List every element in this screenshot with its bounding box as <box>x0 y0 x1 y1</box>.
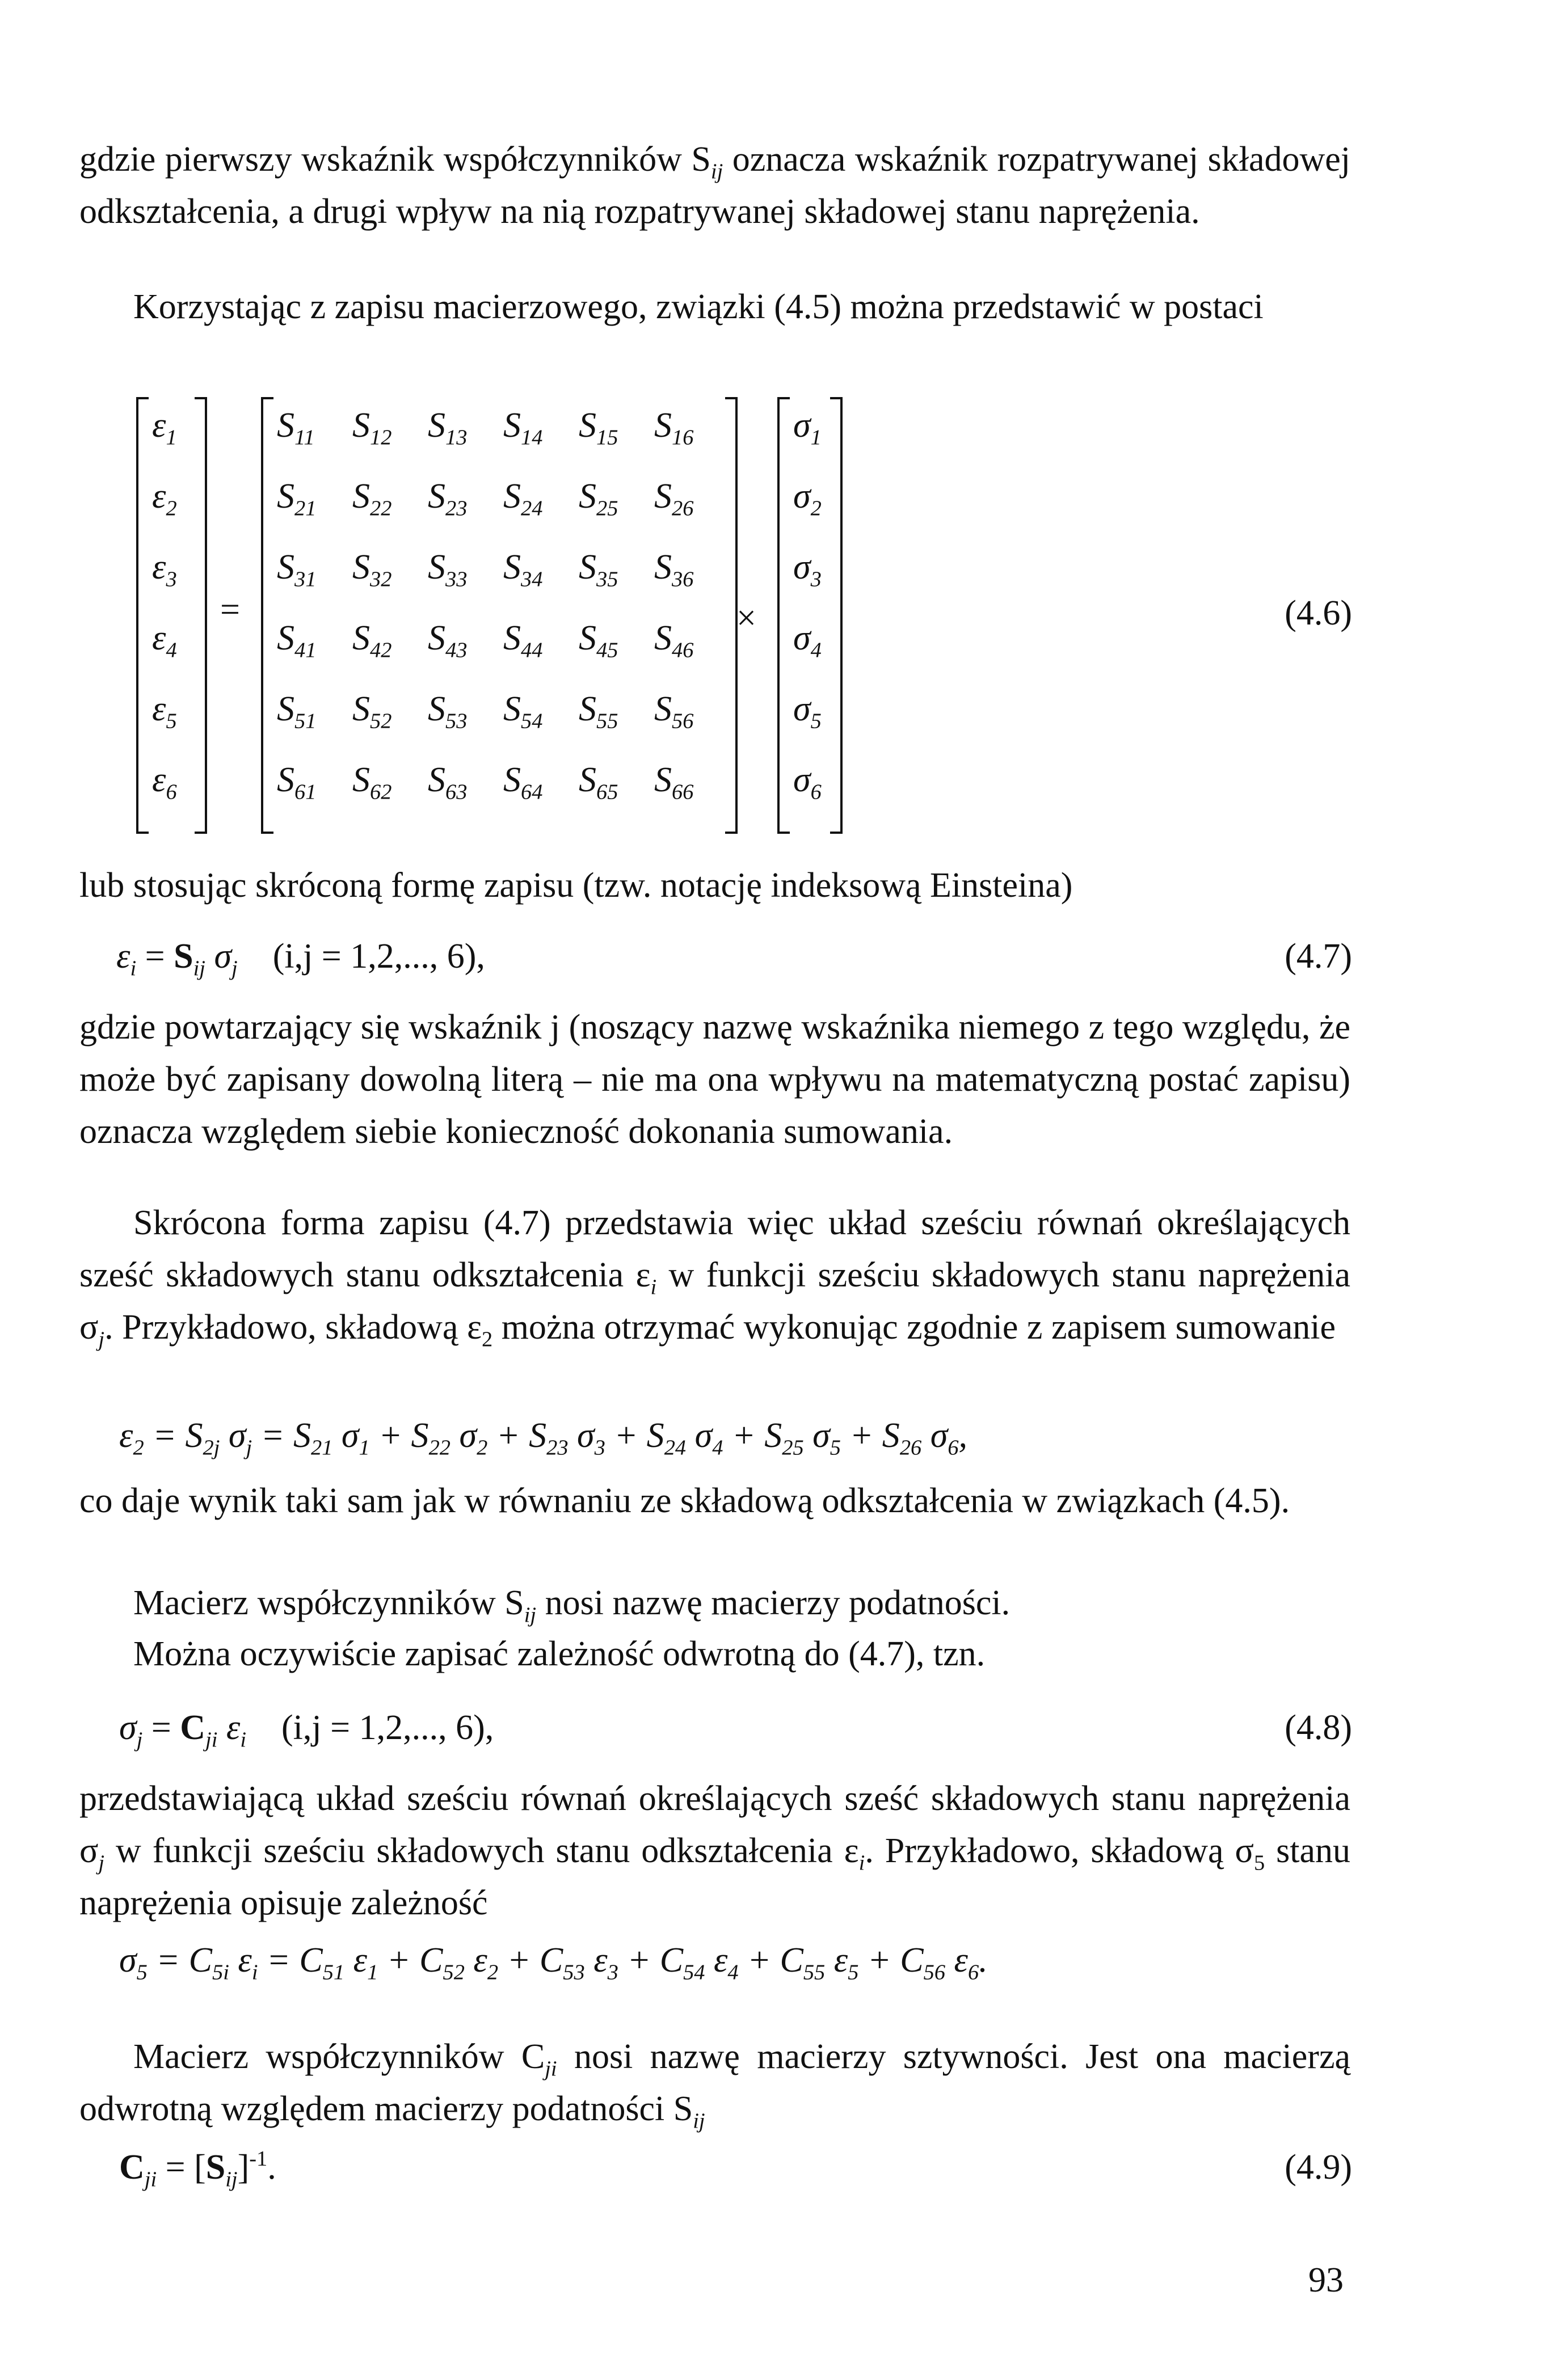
text: gdzie pierwszy wskaźnik współczynników S <box>79 140 711 179</box>
compliance-coefficient: $S_{12}$ <box>352 406 392 450</box>
compliance-coefficient: $S_{25}$ <box>579 477 618 521</box>
equation-number-4-8: (4.8) <box>1285 1708 1352 1747</box>
equation-number-4-9: (4.9) <box>1285 2148 1352 2187</box>
strain-component: $\varepsilon_2$ <box>152 477 177 521</box>
stress-component: $\sigma_1$ <box>793 406 822 450</box>
compliance-coefficient: $S_{56}$ <box>654 690 694 733</box>
paragraph-9 <box>79 1773 1350 1929</box>
text: w funkcji sześciu składowych stanu naprężenia σ <box>79 1256 1351 1347</box>
text: nosi nazwę macierzy sztywności. Jest ona macierzą odwrotną względem macierzy podatności S <box>79 2037 1350 2128</box>
compliance-coefficient: $S_{61}$ <box>277 761 317 804</box>
compliance-coefficient: $S_{13}$ <box>428 406 468 450</box>
subscript: j <box>98 1327 105 1352</box>
compliance-coefficient: $S_{65}$ <box>579 761 618 804</box>
paragraph-4 <box>79 1001 1350 1158</box>
compliance-coefficient: $S_{41}$ <box>277 619 317 662</box>
equation-4-7: $\varepsilon_i = S_{ij}$ $\sigma_j$ (i,j = 1,2,..., 6), <box>116 937 485 981</box>
text: lub stosując skróconą formę zapisu (tzw. notację indeksową Einsteina) <box>79 866 1073 905</box>
text: Macierz współczynników S <box>133 1584 524 1622</box>
compliance-coefficient: $S_{33}$ <box>428 548 468 592</box>
paragraph-6 <box>79 1475 1350 1527</box>
equation-epsilon-2: $\varepsilon_2 = S_{2j}$ $\sigma_j = S_{21}$ $\sigma_1 + S_{22}$ $\sigma_2 + S_{23}$ $\sigma_3 + S_{24}$ $\sigma_4 + S_{25}$ $\sigma_5 + S_{26}$ $\sigma_6$, <box>119 1416 968 1460</box>
range-text: (i,j = 1,2,..., 6), <box>272 937 485 976</box>
compliance-coefficient: $S_{35}$ <box>579 548 618 592</box>
strain-component: $\varepsilon_5$ <box>152 690 177 733</box>
compliance-coefficient: $S_{53}$ <box>428 690 468 733</box>
compliance-coefficient: $S_{34}$ <box>503 548 543 592</box>
subscript: ji <box>545 2057 557 2081</box>
text: Można oczywiście zapisać zależność odwrotną do (4.7), tzn. <box>133 1635 986 1673</box>
compliance-coefficient: $S_{15}$ <box>579 406 618 450</box>
subscript: ij <box>693 2109 705 2133</box>
text: można otrzymać wykonując zgodnie z zapisem sumowanie <box>492 1308 1336 1347</box>
compliance-coefficient: $S_{31}$ <box>277 548 317 592</box>
subscript: i <box>858 1851 865 1875</box>
compliance-coefficient: $S_{51}$ <box>277 690 317 733</box>
strain-component: $\varepsilon_3$ <box>152 548 177 592</box>
paragraph-10 <box>79 2031 1350 2135</box>
equals-sign: = <box>220 590 240 629</box>
strain-component: $\varepsilon_6$ <box>152 761 177 804</box>
compliance-coefficient: $S_{64}$ <box>503 761 543 804</box>
text: w funkcji sześciu składowych stanu odkształcenia ε <box>104 1832 859 1870</box>
stress-component: $\sigma_4$ <box>793 619 822 662</box>
subscript: j <box>98 1851 105 1875</box>
text: Skrócona forma zapisu (4.7) przedstawia więc układ sześciu równań określających sześć składowych stanu odkształcenia ε <box>79 1204 1350 1294</box>
times-sign: × <box>736 599 756 638</box>
page-number: 93 <box>1308 2261 1344 2299</box>
text: gdzie powtarzający się wskaźnik j (noszący nazwę wskaźnika niemego z tego względu, że może być zapisany dowolną literą – nie ma ona wpływu na matematyczną postać zapisu) oznacza względem siebie konieczność dokonania sumowania. <box>79 1008 1350 1151</box>
equation-number-4-7: (4.7) <box>1285 937 1352 976</box>
stress-component: $\sigma_3$ <box>793 548 822 592</box>
compliance-coefficient: $S_{11}$ <box>277 406 315 450</box>
subscript: 2 <box>481 1327 493 1352</box>
paragraph-3 <box>79 859 1350 912</box>
stress-component: $\sigma_5$ <box>793 690 822 733</box>
compliance-coefficient: $S_{22}$ <box>352 477 392 521</box>
strain-vector <box>136 397 207 834</box>
strain-component: $\varepsilon_4$ <box>152 619 177 662</box>
stress-component: $\sigma_6$ <box>793 761 822 804</box>
compliance-coefficient: $S_{46}$ <box>654 619 694 662</box>
compliance-coefficient: $S_{66}$ <box>654 761 694 804</box>
subscript: 5 <box>1253 1851 1265 1875</box>
compliance-coefficient: $S_{36}$ <box>654 548 694 592</box>
text: stanu naprężenia opisuje zależność <box>79 1832 1350 1922</box>
equation-4-8: $\sigma_j = C_{ji}$ $\varepsilon_i$ (i,j = 1,2,..., 6), <box>119 1708 494 1752</box>
text: Macierz współczynników C <box>133 2037 545 2076</box>
subscript: ij <box>524 1603 537 1627</box>
paragraph-8 <box>79 1628 1350 1680</box>
equation-number-4-6: (4.6) <box>1285 594 1352 632</box>
compliance-coefficient: $S_{26}$ <box>654 477 694 521</box>
compliance-coefficient: $S_{16}$ <box>654 406 694 450</box>
range-text: (i,j = 1,2,..., 6), <box>281 1708 494 1747</box>
paragraph-5 <box>79 1197 1350 1353</box>
subscript: ij <box>710 159 723 184</box>
compliance-coefficient: $S_{45}$ <box>579 619 618 662</box>
compliance-coefficient: $S_{24}$ <box>503 477 543 521</box>
text: . Przykładowo, składową σ <box>865 1832 1254 1870</box>
text: nosi nazwę macierzy podatności. <box>536 1584 1011 1622</box>
strain-component: $\varepsilon_1$ <box>152 406 177 450</box>
equation-4-9: $C_{ji} = [S_{ij}]^{-1}$. <box>119 2146 276 2192</box>
stress-component: $\sigma_2$ <box>793 477 822 521</box>
compliance-coefficient: $S_{43}$ <box>428 619 468 662</box>
text: Korzystając z zapisu macierzowego, związki (4.5) można przedstawić w postaci <box>133 288 1264 326</box>
compliance-coefficient: $S_{55}$ <box>579 690 618 733</box>
paragraph-7 <box>79 1577 1350 1629</box>
compliance-coefficient: $S_{52}$ <box>352 690 392 733</box>
paragraph-2 <box>79 281 1350 333</box>
compliance-coefficient: $S_{62}$ <box>352 761 392 804</box>
compliance-coefficient: $S_{44}$ <box>503 619 543 662</box>
equation-sigma-5: $\sigma_5 = C_{5i}$ $\varepsilon_i = C_{51}$ $\varepsilon_1 + C_{52}$ $\varepsilon_2 + C_{53}$ $\varepsilon_3 + C_{54}$ $\varepsilon_4 + C_{55}$ $\varepsilon_5 + C_{56}$ $\varepsilon_6$. <box>119 1941 988 1985</box>
text: co daje wynik taki sam jak w równaniu ze składową odkształcenia w związkach (4.5). <box>79 1482 1290 1520</box>
compliance-coefficient: $S_{21}$ <box>277 477 317 521</box>
text: oznacza wskaźnik rozpatrywanej składowej odkształcenia, a drugi wpływ na nią rozpatrywanej składowej stanu naprężenia. <box>79 140 1350 231</box>
stress-vector <box>777 397 843 834</box>
compliance-coefficient: $S_{23}$ <box>428 477 468 521</box>
compliance-coefficient: $S_{54}$ <box>503 690 543 733</box>
paragraph-1 <box>79 133 1350 238</box>
compliance-matrix <box>261 397 738 834</box>
text: przedstawiającą układ sześciu równań określających sześć składowych stanu naprężenia σ <box>79 1779 1350 1870</box>
compliance-coefficient: $S_{63}$ <box>428 761 468 804</box>
text: . Przykładowo, składową ε <box>104 1308 482 1347</box>
compliance-coefficient: $S_{14}$ <box>503 406 543 450</box>
subscript: i <box>650 1275 657 1299</box>
compliance-coefficient: $S_{42}$ <box>352 619 392 662</box>
compliance-coefficient: $S_{32}$ <box>352 548 392 592</box>
